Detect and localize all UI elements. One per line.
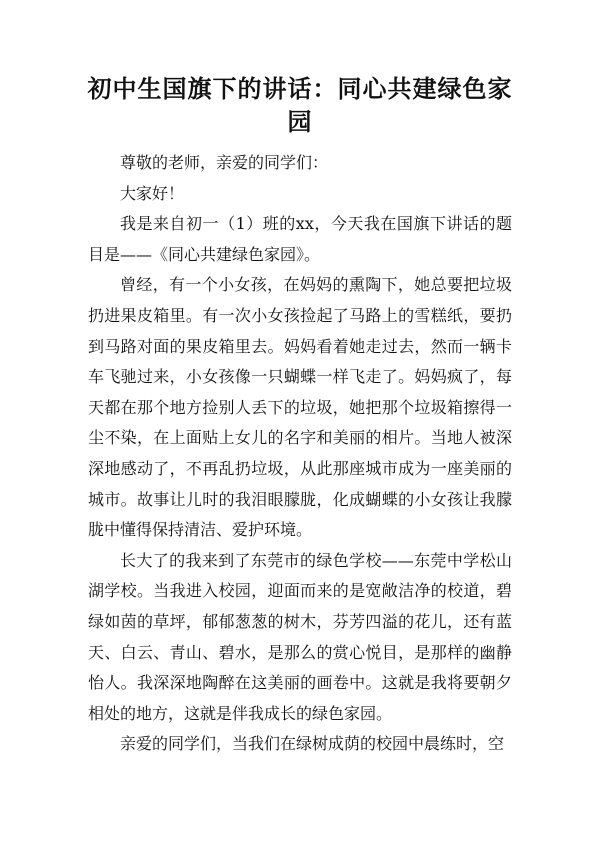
- document-body: [88, 148, 512, 760]
- paragraph-intro: 我是来自初一（1）班的xx，今天我在国旗下讲话的题目是——《同心共建绿色家园》。: [88, 214, 512, 264]
- paragraph-story: 曾经，有一个小女孩，在妈妈的熏陶下，她总要把垃圾扔进果皮箱里。有一次小女孩捡起了马路上的雪糕纸，要扔到马路对面的果皮箱里去。妈妈看着她走过去，然而一辆卡车飞驰过来，小女孩像一只蝴蝶一样飞走了。妈妈疯了，每天都在那个地方捡别人丢下的垃圾，她把那个垃圾箱擦得一尘不染，在上面贴上女儿的名字和美丽的相片。当地人被深深地感动了，不再乱扔垃圾，从此那座城市成为一座美丽的城市。故事让儿时的我泪眼朦胧，化成蝴蝶的小女孩让我朦胧中懂得保持清洁、爱护环境。: [88, 275, 512, 540]
- document-title: 初中生国旗下的讲话：同心共建绿色家园: [87, 74, 513, 136]
- greeting: 大家好！: [120, 183, 185, 203]
- paragraph-closing: 亲爱的同学们，当我们在绿树成荫的校园中晨练时，空: [120, 734, 505, 754]
- salutation: 尊敬的老师，亲爱的同学们：: [120, 153, 329, 172]
- paragraph-school: 长大了的我来到了东莞市的绿色学校——东莞中学松山湖学校。当我进入校园，迎面而来的是宽敞洁净的校道，碧绿如茵的草坪，郁郁葱葱的树木，芬芳四溢的花儿，还有蓝天、白云、青山、碧水，是那么的赏心悦目，是那样的幽静怡人。我深深地陶醉在这美丽的画卷中。这就是我将要朝夕相处的地方，这就是伴我成长的绿色家园。: [88, 550, 512, 723]
